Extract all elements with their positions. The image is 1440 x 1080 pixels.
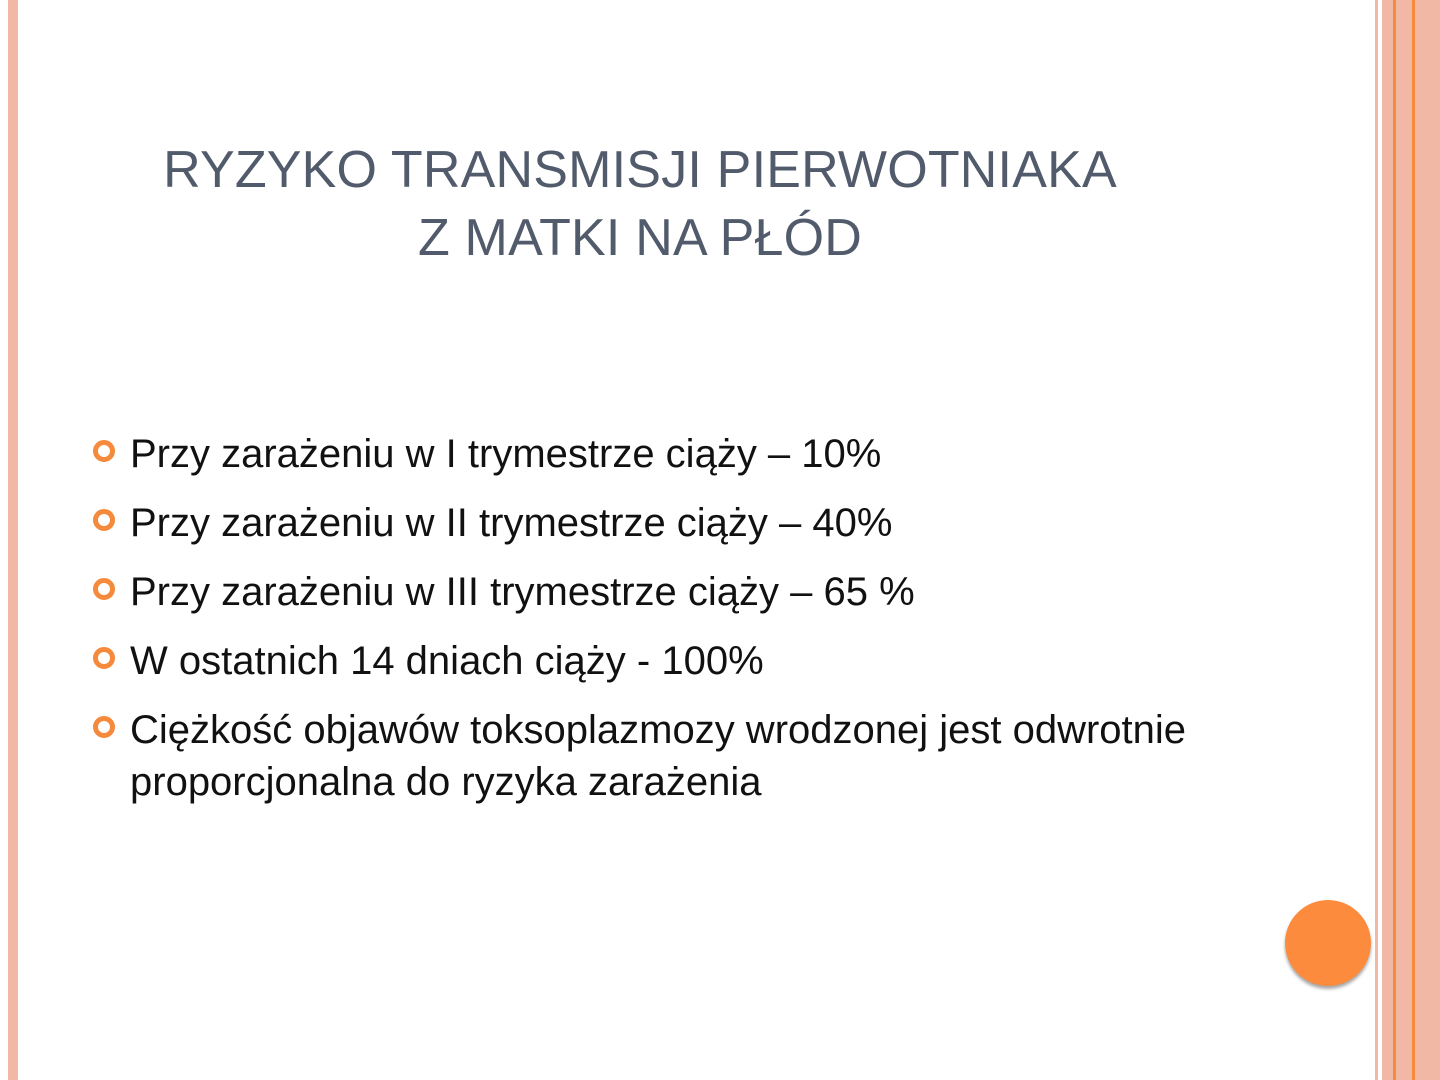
bullet-text: Przy zarażeniu w I trymestrze ciąży – 10% [130, 432, 882, 476]
slide-title-line2: Z MATKI NA PŁÓD [417, 209, 863, 267]
bullet-item [88, 566, 1208, 618]
left-decor-bar [8, 0, 18, 1080]
right-decor-stripes [1375, 0, 1440, 1080]
orange-circle-decoration-icon [1285, 900, 1371, 986]
bullet-text: W ostatnich 14 dniach ciąży - 100% [130, 639, 764, 683]
bullet-item [88, 497, 1208, 549]
slide-title [140, 136, 1140, 272]
bullet-ring-icon [93, 509, 115, 531]
bullet-item [88, 428, 1208, 480]
bullet-list [88, 428, 1208, 825]
bullet-ring-icon [93, 716, 115, 738]
bullet-text: Ciężkość objawów toksoplazmozy wrodzonej jest odwrotnie proporcjonalna do ryzyka zarażenia [130, 708, 1187, 804]
bullet-ring-icon [93, 647, 115, 669]
bullet-item [88, 635, 1208, 687]
bullet-text: Przy zarażeniu w II trymestrze ciąży – 40% [130, 501, 893, 545]
bullet-item [88, 704, 1208, 808]
slide-title-line1: RYZYKO TRANSMISJI PIERWOTNIAKA [163, 141, 1117, 199]
bullet-text: Przy zarażeniu w III trymestrze ciąży – 65 % [130, 570, 915, 614]
bullet-ring-icon [93, 440, 115, 462]
bullet-ring-icon [93, 578, 115, 600]
